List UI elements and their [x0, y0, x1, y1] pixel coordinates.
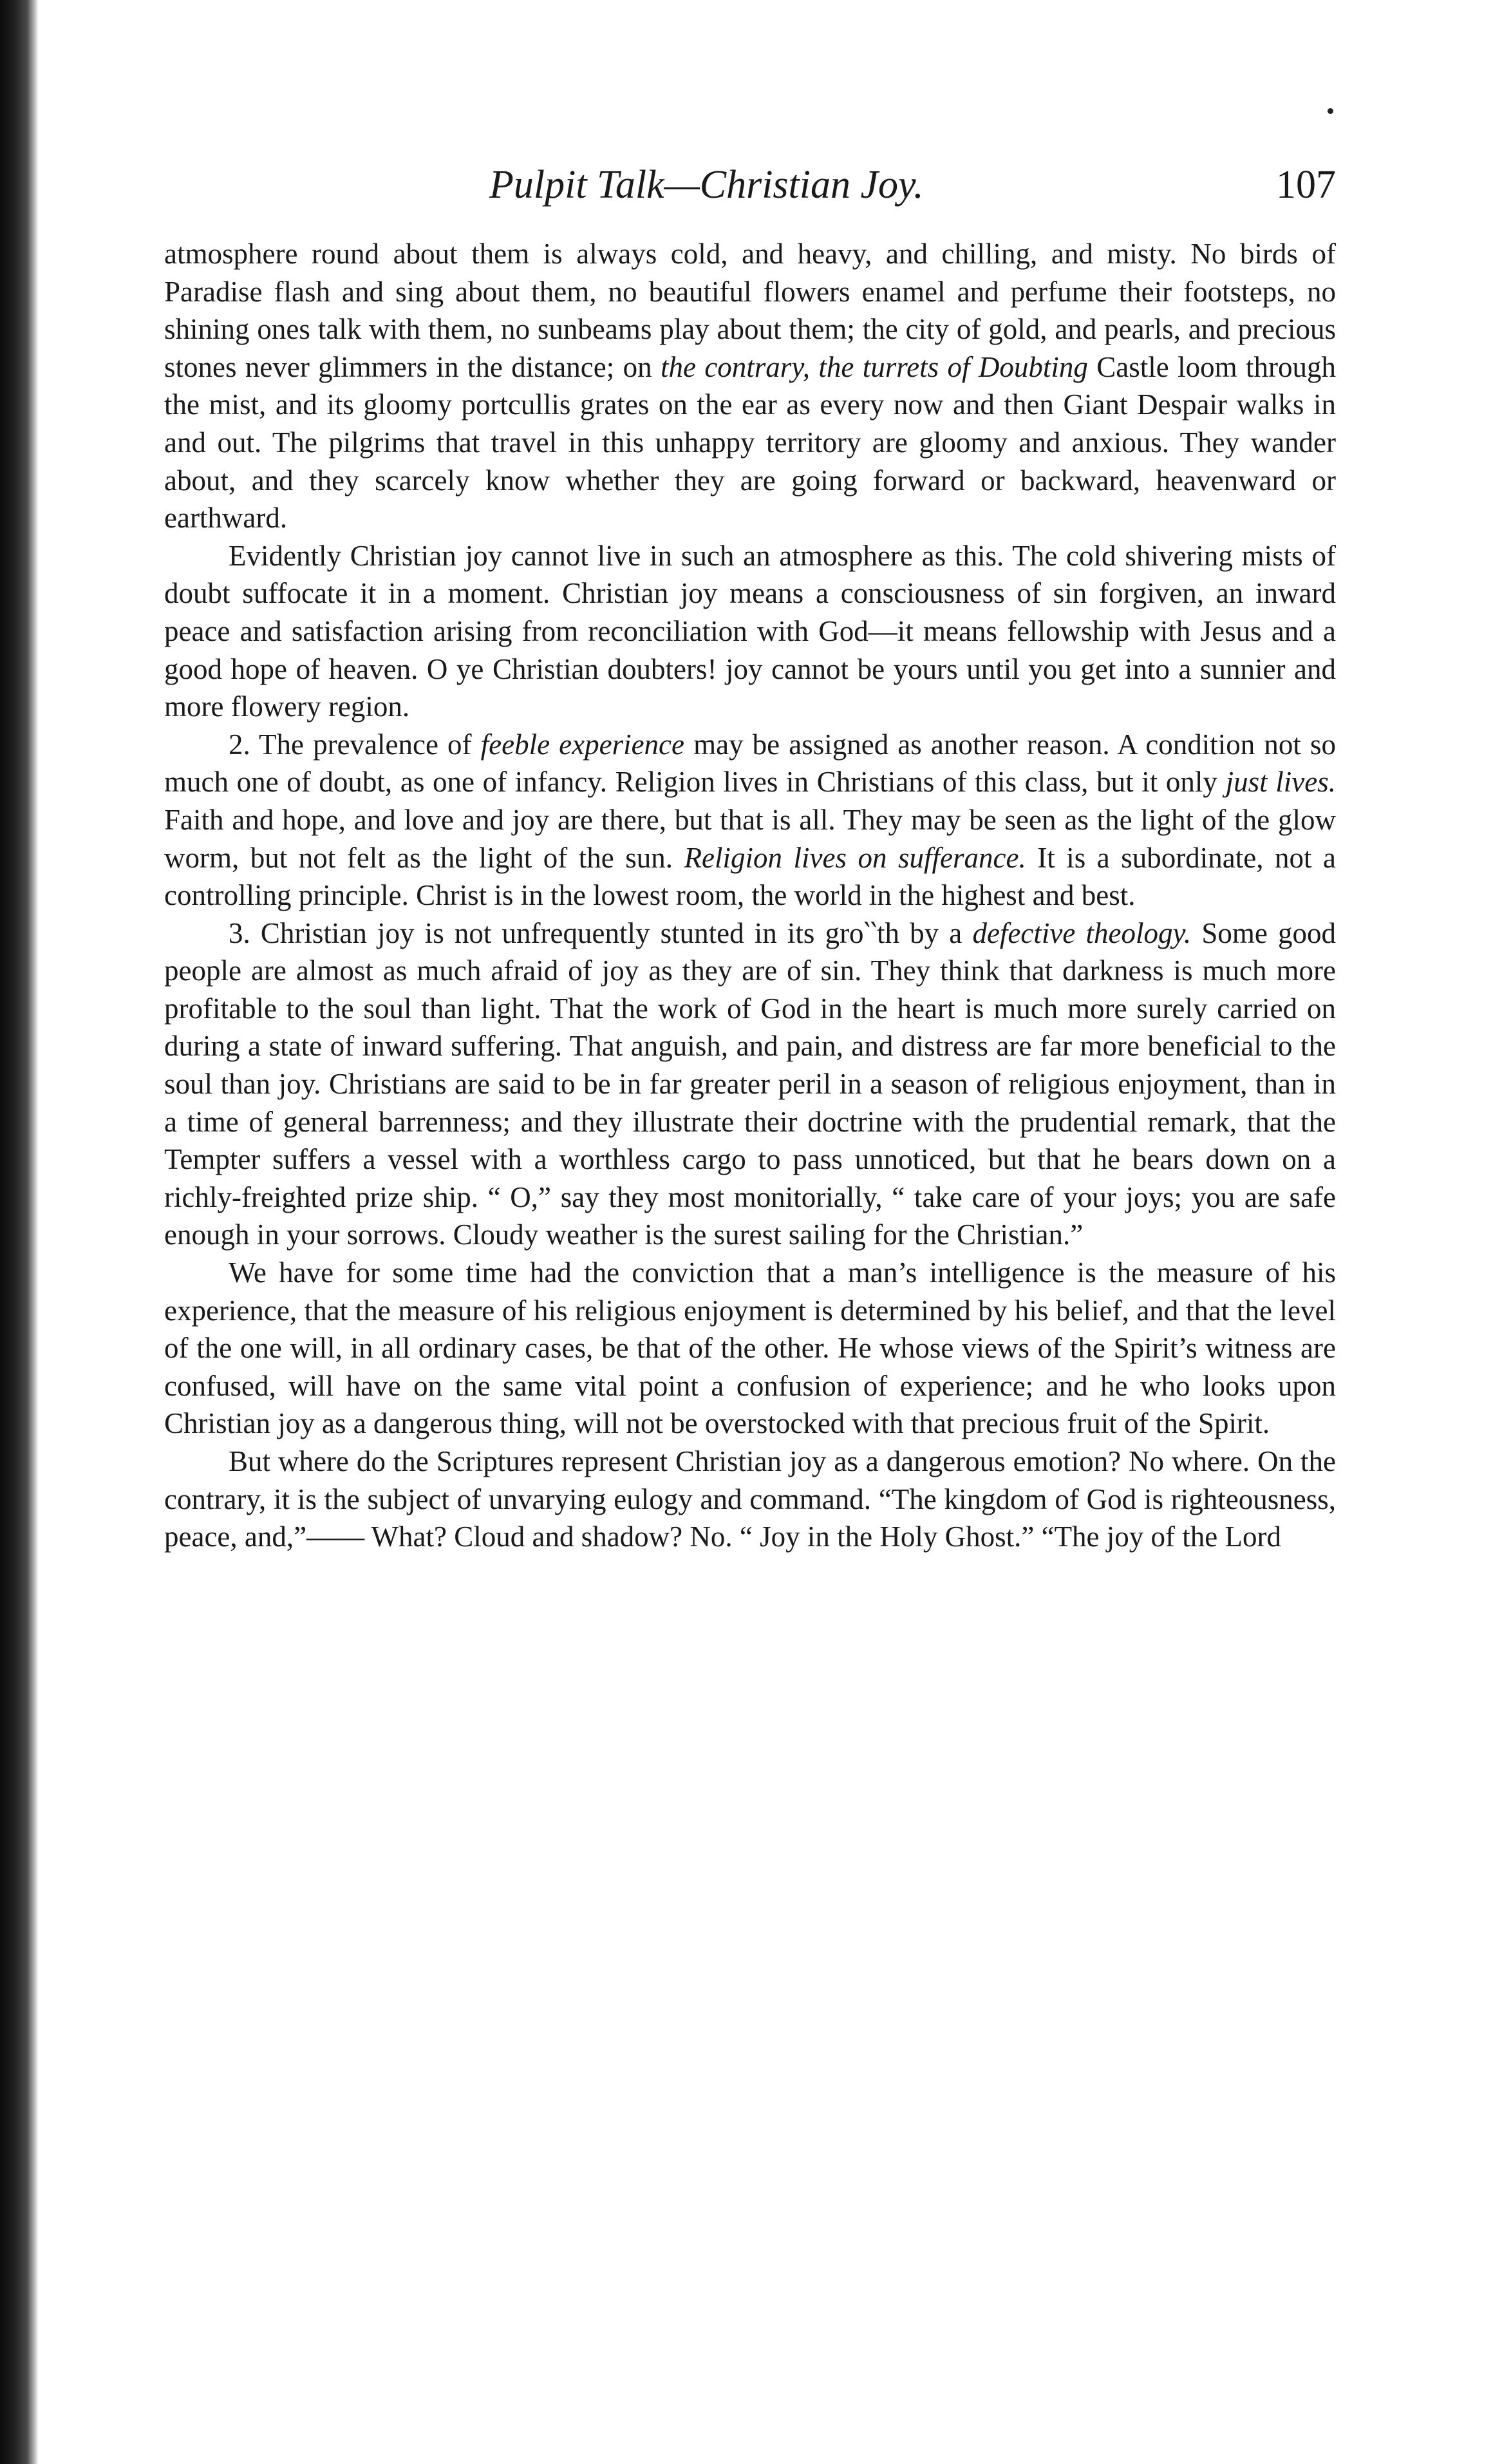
- text-run: 2. The prevalence of: [229, 728, 481, 761]
- paragraph: [164, 726, 1336, 915]
- paragraph: [164, 537, 1336, 726]
- text-run: Some good people are almost as much afraid of joy as they are of sin. They think that darkness is much more profitable to the soul than light. That the work of God in the heart is much more surely carried on during a state of inward suffering. That anguish, and pain, and distress are far more beneficial to the soul than joy. Christians are said to be in far greater peril in a season of religious enjoyment, than in a time of general barrenness; and they illustrate their doctrine with the prudential remark, that the Tempter suffers a vessel with a worthless cargo to pass unnoticed, but that he bears down on a richly-freighted prize ship. “ O,” say they most monitorially, “ take care of your joys; you are safe enough in your sorrows. Cloudy weather is the surest sailing for the Christian.”: [164, 916, 1336, 1251]
- body-text: [164, 235, 1336, 1556]
- text-run: may be assigned as another reason. A condition not so much one of doubt, as one of infancy. Religion lives in Christians of this class, but it only: [164, 728, 1336, 799]
- page-speck: [1328, 108, 1333, 114]
- text-run: atmosphere round about them is always cold, and heavy, and chilling, and misty. No birds of Paradise flash and sing about them, no beautiful flowers enamel and perfume their footsteps, no shining ones talk with them, no sunbeams play about them; the city of gold, and pearls, and precious stones never glimmers in the distance; on: [164, 238, 1336, 383]
- italic-run: defective theology.: [972, 916, 1192, 949]
- text-run: 3. Christian joy is not unfrequently stunted in its gro‵‵th by a: [229, 916, 973, 949]
- running-header: [164, 162, 1336, 227]
- text-run: We have for some time had the conviction that a man’s intelligence is the measure of his experience, that the measure of his religious enjoyment is determined by his belief, and that the level of the one will, in all ordinary cases, be that of the other. He whose views of the Spirit’s witness are confused, will have on the same vital point a confusion of experience; and he who looks upon Christian joy as a dangerous thing, will not be overstocked with that precious fruit of the Spirit.: [164, 1256, 1336, 1440]
- running-title: Pulpit Talk—Christian Joy.: [489, 163, 924, 207]
- text-run: It is a subordinate, not a controlling principle. Christ is in the lowest room, the world in the highest and best.: [164, 841, 1336, 912]
- text-run: Evidently Christian joy cannot live in such an atmosphere as this. The cold shivering mists of doubt suffocate it in a moment. Christian joy means a consciousness of sin forgiven, an inward peace and satisfaction arising from reconciliation with God—it means fellowship with Jesus and a good hope of heaven. O ye Christian doubters! joy cannot be yours until you get into a sunnier and more flowery region.: [164, 539, 1336, 723]
- text-run: Castle loom through the mist, and its gloomy portcullis grates on the ear as every now and then Giant Despair walks in and out. The pilgrims that travel in this unhappy territory are gloomy and anxious. They wander about, and they scarcely know whether they are going forward or backward, heavenward or earthward.: [164, 350, 1336, 535]
- book-binding-edge: [0, 0, 39, 2464]
- italic-run: feeble experience: [480, 728, 684, 761]
- italic-run: Religion lives on sufferance.: [684, 841, 1026, 874]
- paragraph: [164, 235, 1336, 537]
- text-run: Faith and hope, and love and joy are there, but that is all. They may be seen as the light of the glow worm, but not felt as the light of the sun.: [164, 803, 1336, 874]
- paragraph: [164, 915, 1336, 1254]
- paragraph: [164, 1443, 1336, 1556]
- italic-run: just lives.: [1225, 766, 1337, 799]
- page-number: 107: [1276, 163, 1336, 207]
- paragraph: [164, 1254, 1336, 1443]
- text-run: But where do the Scriptures represent Christian joy as a dangerous emotion? No where. On the contrary, it is the subject of unvarying eulogy and command. “The kingdom of God is righteousness, peace, and,”—— What? Cloud and shadow? No. “ Joy in the Holy Ghost.” “The joy of the Lord: [164, 1445, 1336, 1553]
- italic-run: the contrary, the turrets of Doubting: [660, 350, 1088, 383]
